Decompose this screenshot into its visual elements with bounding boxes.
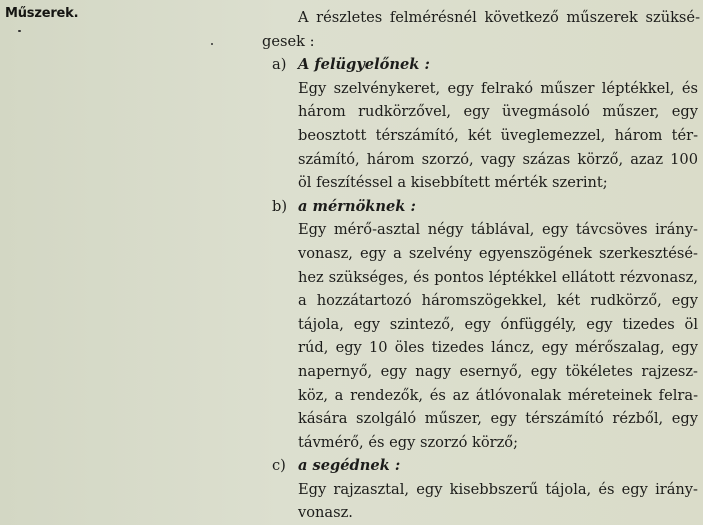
body-line: beosztott térszámító, két üveglemezzel, három tér-	[298, 126, 698, 144]
body-line: Egy mérő-asztal négy táblával, egy távcsöves irány-	[298, 221, 698, 239]
body-line: öl feszítéssel a kisebbített mérték szerint;	[298, 174, 608, 192]
item-body	[262, 77, 700, 195]
body-line: távmérő, és egy szorzó körző;	[298, 433, 519, 451]
body-line: vonasz, egy a szelvény egyenszögének szerkesztésé-	[298, 244, 698, 262]
item-label: b)	[272, 197, 288, 215]
main-text	[262, 6, 700, 525]
item-title: a mérnöknek :	[298, 197, 416, 215]
intro-line: gesek :	[262, 32, 315, 50]
item-body	[262, 478, 700, 525]
margin-note: Műszerek.	[5, 6, 79, 21]
intro-line: A részletes felmérésnél következő műszerek szüksé-	[298, 9, 700, 26]
body-line: kására szolgáló műszer, egy térszámító rézből, egy	[298, 410, 698, 428]
body-line: Egy szelvénykeret, egy felrakó műszer léptékkel, és	[298, 79, 698, 97]
item-label: c)	[272, 457, 286, 475]
body-line: tájola, egy szintező, egy ónfüggély, egy tizedes öl	[298, 315, 698, 333]
body-line: Egy rajzasztal, egy kisebbszerű tájola, és egy irány-	[298, 480, 698, 498]
body-line: három rudkörzővel, egy üvegmásoló műszer, egy	[298, 103, 698, 121]
item-heading	[262, 53, 700, 77]
body-line: napernyő, egy nagy esernyő, egy tökéletes rajzesz-	[298, 362, 698, 380]
body-line: a hozzátartozó háromszögekkel, két rudkörző, egy	[298, 292, 698, 310]
item-body	[262, 218, 700, 454]
body-line: hez szükséges, és pontos léptékkel ellátott rézvonasz,	[298, 268, 698, 286]
body-line: köz, a rendezők, és az átlóvonalak méreteinek felra-	[298, 386, 698, 404]
item-title: a segédnek :	[298, 457, 401, 475]
item-label: a)	[272, 56, 287, 74]
body-line: számító, három szorzó, vagy százas körző, azaz 100	[298, 150, 698, 168]
item-title: A felügyelőnek :	[298, 56, 430, 74]
ink-speck	[18, 30, 21, 32]
body-line: vonasz.	[298, 504, 353, 522]
ink-speck	[211, 43, 213, 45]
item-heading	[262, 195, 700, 219]
body-line: rúd, egy 10 öles tizedes láncz, egy mérőszalag, egy	[298, 339, 698, 357]
item-heading	[262, 454, 700, 478]
